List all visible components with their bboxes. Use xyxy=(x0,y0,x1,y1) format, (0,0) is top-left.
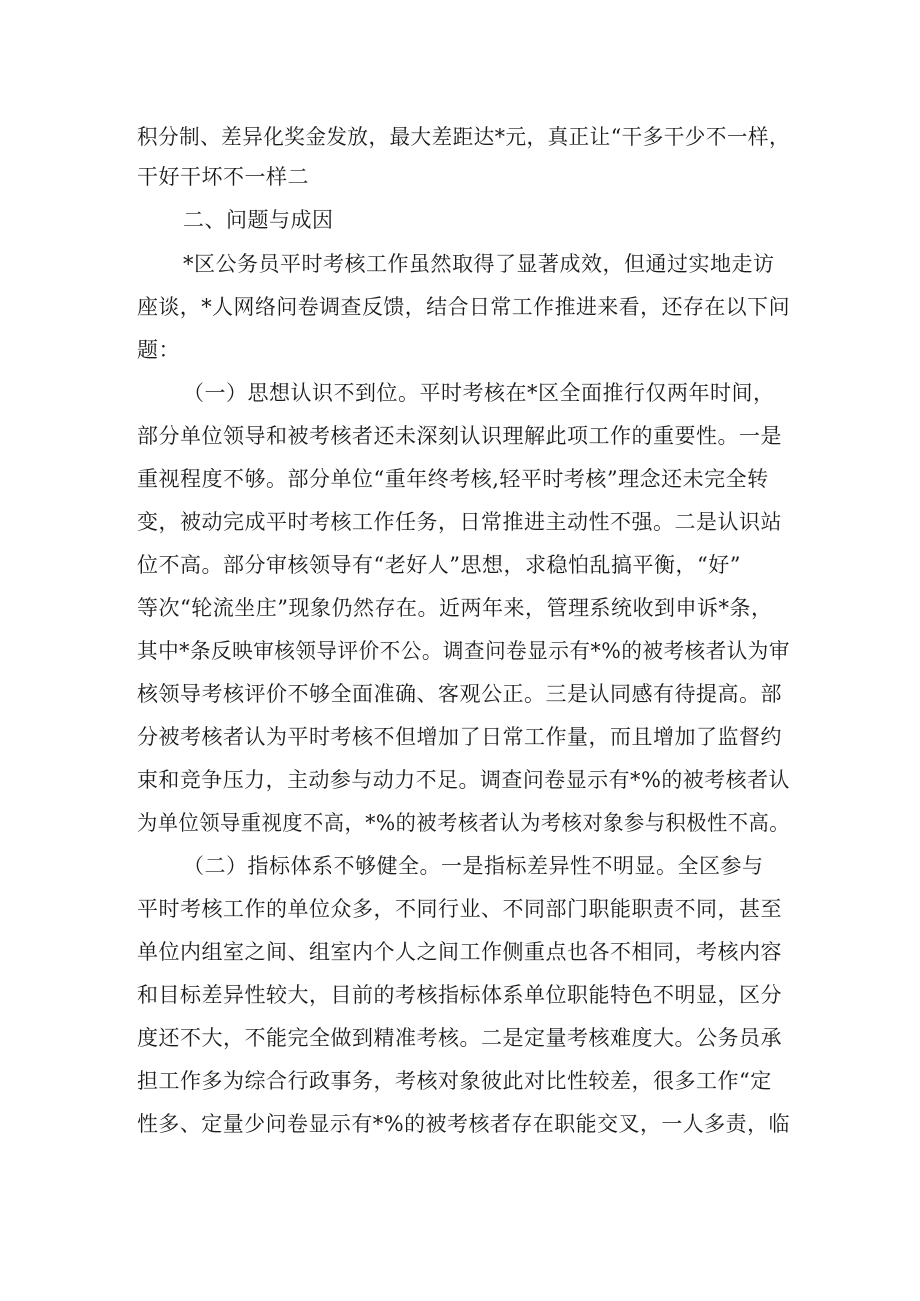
text-line-content: 核领导考核评价不够全面准确、客观公正。三是认同感有待提高。部 xyxy=(137,682,782,706)
text-line xyxy=(0,543,920,587)
text-line xyxy=(0,242,920,286)
text-line-content: （二）指标体系不够健全。一是指标差异性不明显。全区参与 xyxy=(183,854,764,878)
text-line xyxy=(0,715,920,759)
text-line-content: 束和竞争压力，主动参与动力不足。调查问卷显示有*%的被考核者认 xyxy=(137,768,790,792)
text-line xyxy=(0,500,920,544)
text-line xyxy=(0,801,920,845)
text-line-content: 性多、定量少问卷显示有*%的被考核者存在职能交叉，一人多责，临 xyxy=(137,1112,790,1136)
text-line xyxy=(0,285,920,329)
text-line-content: 担工作多为综合行政事务，考核对象彼此对比性较差，很多工作“定 xyxy=(137,1069,772,1093)
text-line-content: 其中*条反映审核领导评价不公。调查问卷显示有*%的被考核者认为审 xyxy=(137,639,790,663)
text-line-content: 为单位领导重视度不高，*%的被考核者认为考核对象参与积极性不高。 xyxy=(137,811,790,835)
section-heading-text: 二、问题与成因 xyxy=(183,208,334,232)
text-line-content: （一）思想认识不到位。平时考核在*区全面推行仅两年时间， xyxy=(183,381,775,405)
text-line xyxy=(0,1016,920,1060)
text-line-content: 等次“轮流坐庄”现象仍然存在。近两年来，管理系统收到申诉*条， xyxy=(137,596,773,620)
text-line xyxy=(0,457,920,501)
text-line xyxy=(0,758,920,802)
text-line-content: 题： xyxy=(137,338,180,362)
text-line-content: *区公务员平时考核工作虽然取得了显著成效，但通过实地走访 xyxy=(183,252,775,276)
text-line-content: 平时考核工作的单位众多，不同行业、不同部门职能职责不同，甚至 xyxy=(137,897,782,921)
text-line-content: 单位内组室之间、组室内个人之间工作侧重点也各不相同，考核内容 xyxy=(137,940,782,964)
text-line-content: 干好干坏不一样二 xyxy=(137,165,309,189)
text-line xyxy=(0,672,920,716)
text-line-content: 分被考核者认为平时考核不但增加了日常工作量，而且增加了监督约 xyxy=(137,725,782,749)
text-line xyxy=(0,844,920,888)
text-line-content: 和目标差异性较大，目前的考核指标体系单位职能特色不明显，区分 xyxy=(137,983,782,1007)
text-line xyxy=(0,115,920,159)
text-line-content: 变，被动完成平时考核工作任务，日常推进主动性不强。二是认识站 xyxy=(137,510,782,534)
text-line xyxy=(0,371,920,415)
text-line xyxy=(0,930,920,974)
text-line xyxy=(0,414,920,458)
text-line-content: 位不高。部分审核领导有“老好人”思想，求稳怕乱搞平衡，“好” xyxy=(137,553,741,577)
text-line xyxy=(0,887,920,931)
text-line xyxy=(0,1059,920,1103)
text-line xyxy=(0,1102,920,1146)
text-line xyxy=(0,155,920,199)
text-line xyxy=(0,629,920,673)
text-line xyxy=(0,586,920,630)
text-line-content: 重视程度不够。部分单位“重年终考核,轻平时考核”理念还未完全转 xyxy=(137,467,769,491)
text-line-content: 度还不大，不能完全做到精准考核。二是定量考核难度大。公务员承 xyxy=(137,1026,782,1050)
text-line-content: 座谈，*人网络问卷调查反馈，结合日常工作推进来看，还存在以下问 xyxy=(137,295,790,319)
section-heading xyxy=(0,198,920,242)
text-line-content: 部分单位领导和被考核者还未深刻认识理解此项工作的重要性。一是 xyxy=(137,424,782,448)
text-line-content: 积分制、差异化奖金发放，最大差距达*元，真正让“干多干少不一样， xyxy=(137,125,791,149)
text-line xyxy=(0,328,920,372)
text-line xyxy=(0,973,920,1017)
